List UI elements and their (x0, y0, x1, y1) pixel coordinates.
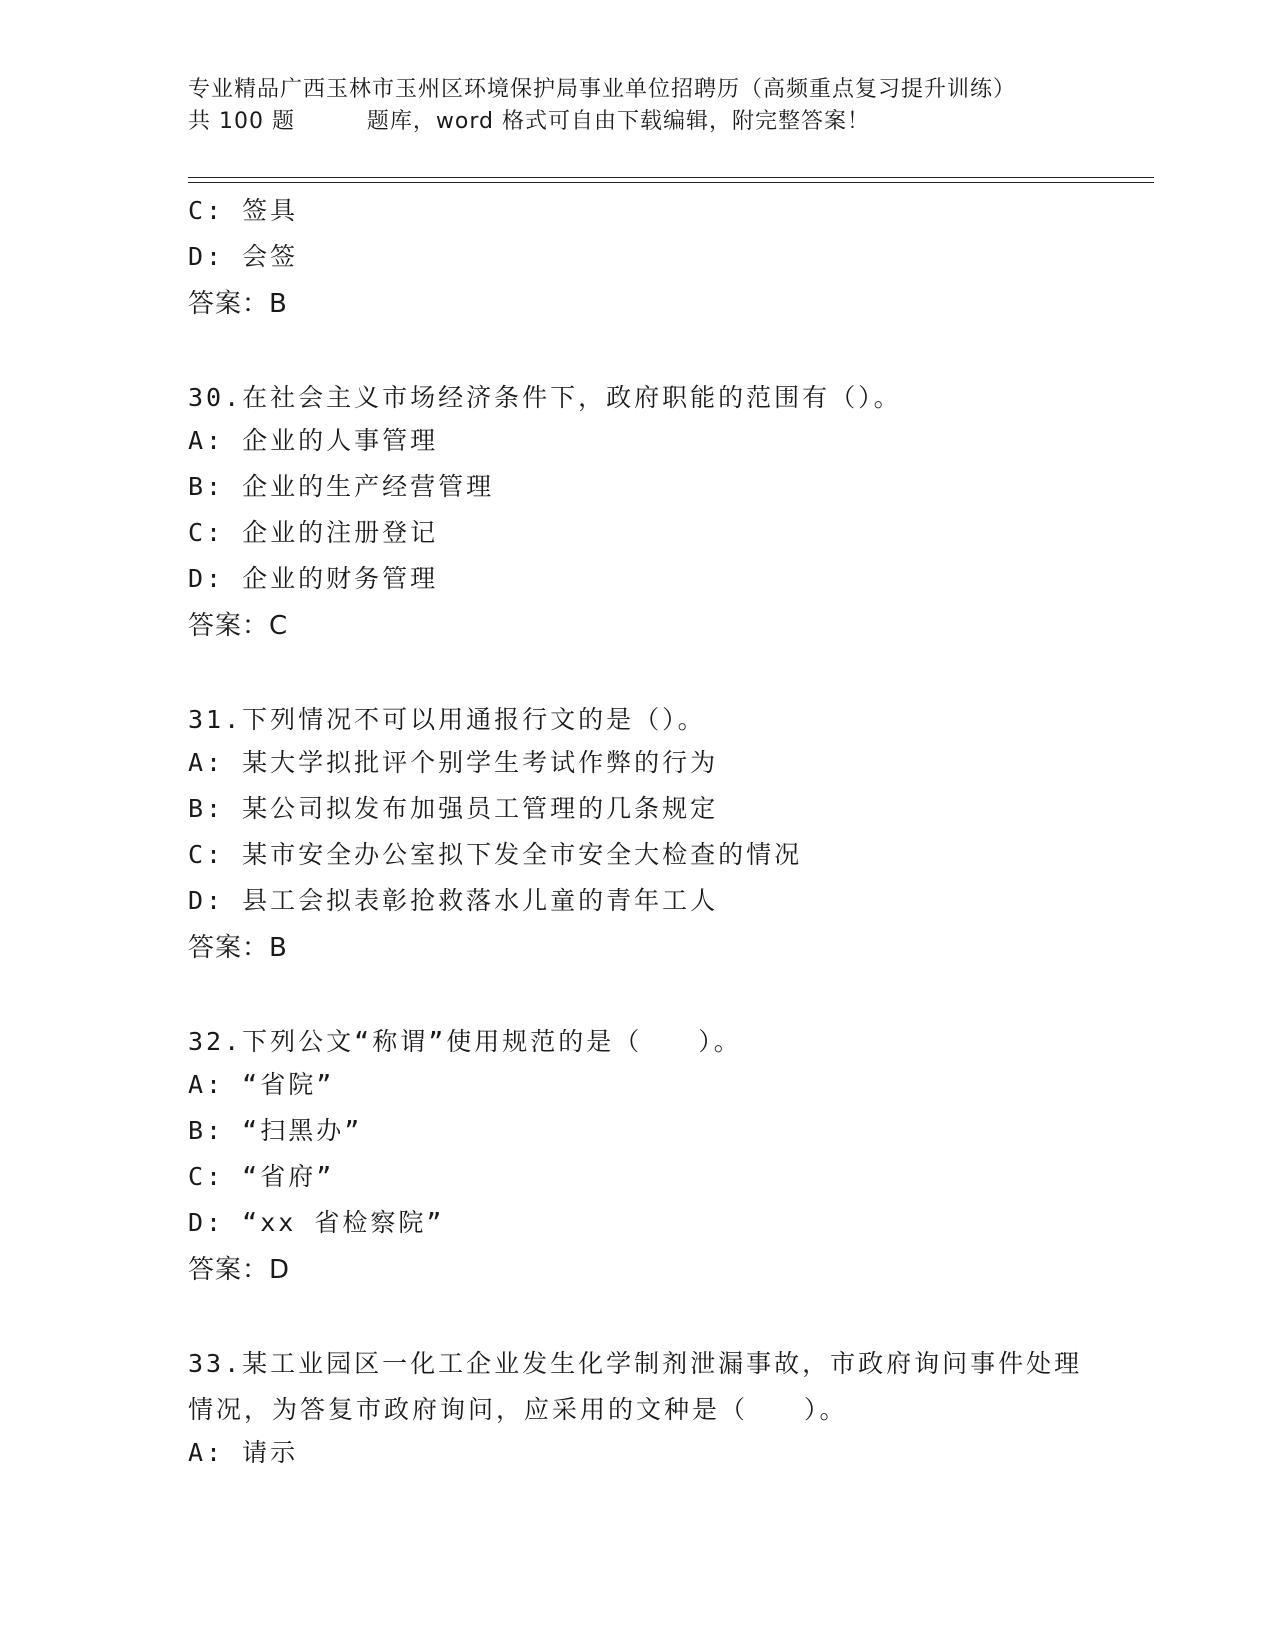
spacer (188, 651, 1088, 697)
option-d: D: 会签 (188, 242, 299, 271)
header-subtitle-line: 共 100 题 题库，word 格式可自由下载编辑，附完整答案！ (188, 109, 870, 134)
question-30-option-b: B: 企业的生产经营管理 (188, 472, 495, 501)
question-30-answer: 答案：C (188, 611, 289, 641)
question-31-option-d: D: 县工会拟表彰抢救落水儿童的青年工人 (188, 886, 719, 915)
header-rule-top (188, 177, 1154, 178)
answer-line: 答案：B (188, 289, 288, 319)
question-30-stem: 30.在社会主义市场经济条件下，政府职能的范围有（）。 (188, 383, 902, 412)
question-30-option-a: A: 企业的人事管理 (188, 426, 439, 455)
header-title-line: 专业精品广西玉林市玉州区环境保护局事业单位招聘历（高频重点复习提升训练） (188, 77, 1017, 102)
question-content (188, 191, 1088, 1479)
question-32-option-c: C: “省府” (188, 1162, 335, 1191)
question-31-option-c: C: 某市安全办公室拟下发全市安全大检查的情况 (188, 840, 803, 869)
question-30-option-c: C: 企业的注册登记 (188, 518, 439, 547)
spacer (188, 973, 1088, 1019)
option-c: C: 签具 (188, 196, 299, 225)
question-30-option-d: D: 企业的财务管理 (188, 564, 439, 593)
question-31-answer: 答案：B (188, 933, 288, 963)
document-header (188, 74, 1148, 138)
question-33-option-a: A: 请示 (188, 1438, 299, 1467)
question-33-stem: 33.某工业园区一化工企业发生化学制剂泄漏事故，市政府询问事件处理情况，为答复市政府询问，应采用的文种是（ ）。 (188, 1349, 1083, 1424)
question-32-option-d: D: “xx 省检察院” (188, 1208, 445, 1237)
header-rule-bottom (188, 182, 1154, 183)
spacer (188, 1295, 1088, 1341)
question-32-answer: 答案：D (188, 1255, 291, 1285)
question-32-option-b: B: “扫黑办” (188, 1116, 363, 1145)
question-31-stem: 31.下列情况不可以用通报行文的是（）。 (188, 705, 706, 734)
question-31-option-a: A: 某大学拟批评个别学生考试作弊的行为 (188, 748, 719, 777)
question-32-stem: 32.下列公文“称谓”使用规范的是（ ）。 (188, 1027, 742, 1056)
question-31-option-b: B: 某公司拟发布加强员工管理的几条规定 (188, 794, 719, 823)
spacer (188, 329, 1088, 375)
question-32-option-a: A: “省院” (188, 1070, 335, 1099)
